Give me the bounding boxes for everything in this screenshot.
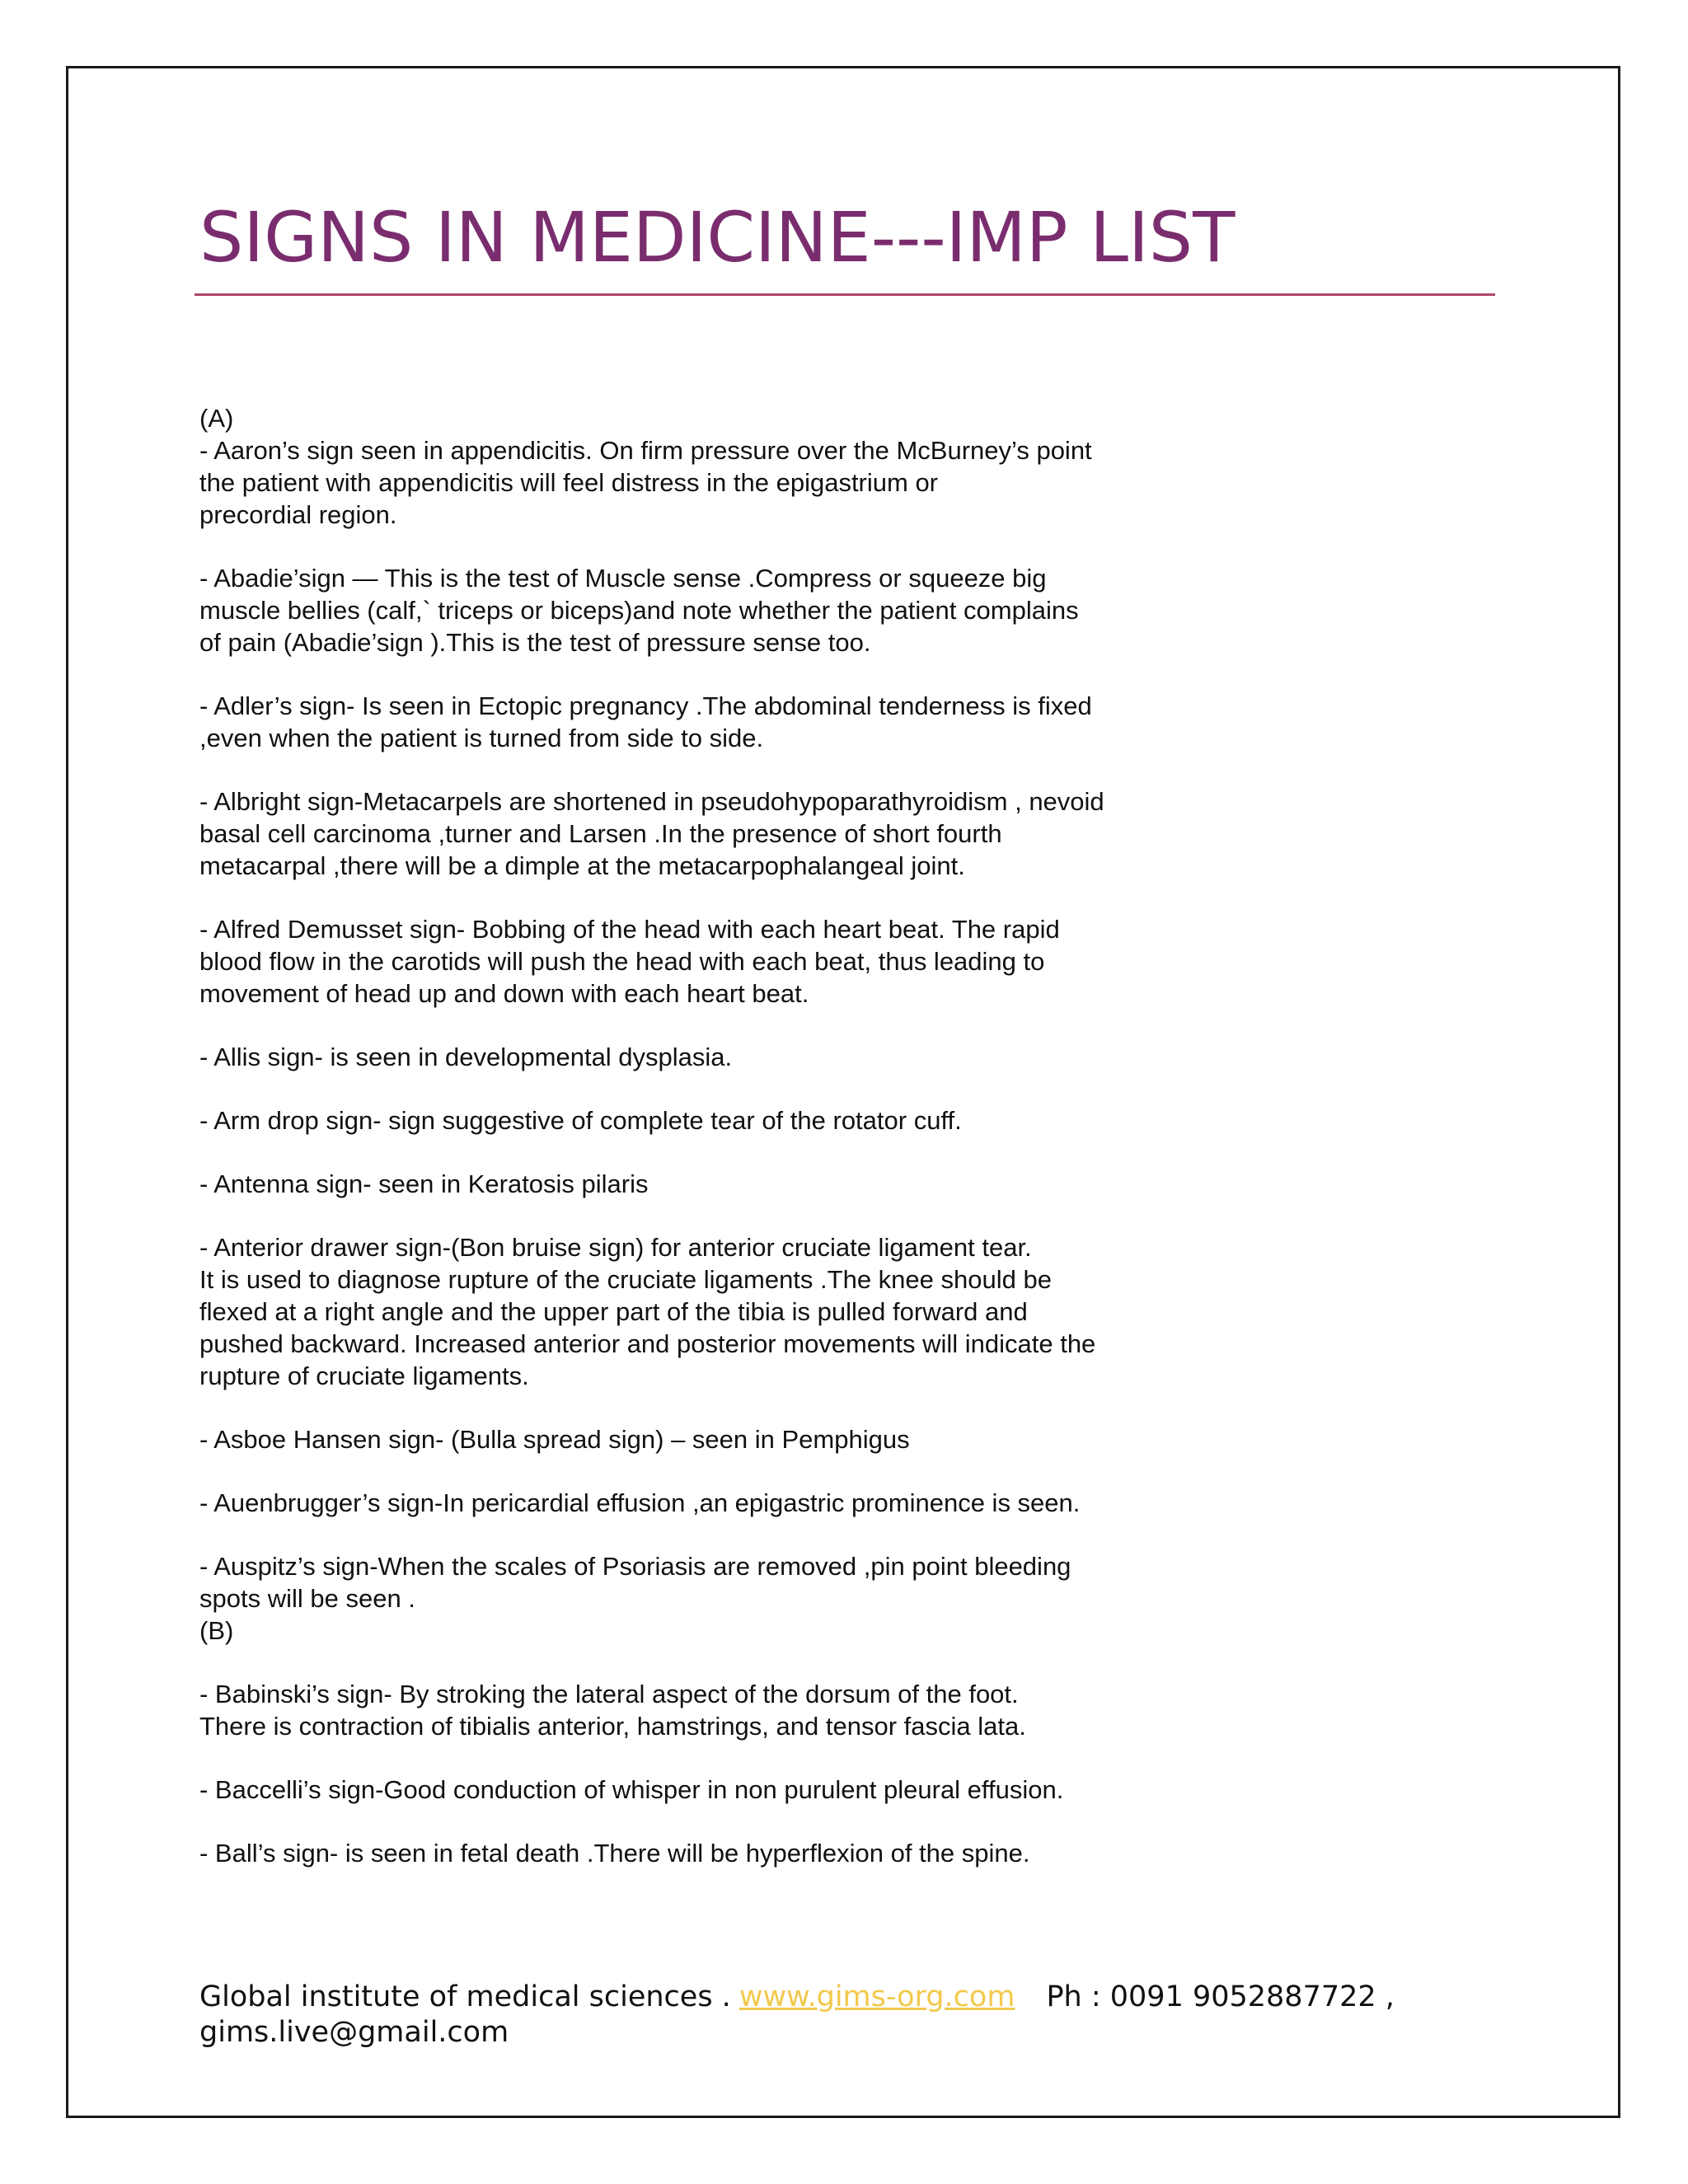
footer-email: gims.live@gmail.com bbox=[199, 2016, 509, 2049]
sign-entry-auspitz: - Auspitz’s sign-When the scales of Psoriasis are removed ,pin point bleeding spots will be seen . bbox=[199, 1552, 1071, 1613]
section-heading-b: (B) bbox=[199, 1616, 234, 1645]
sign-entry-ball: - Ball’s sign- is seen in fetal death .There will be hyperflexion of the spine. bbox=[199, 1839, 1030, 1868]
sign-entry-abadie: - Abadie’sign — This is the test of Muscle sense .Compress or squeeze big muscle bellies (calf,` triceps or biceps)and note whether the patient complains of pain (Abadie’sign ).This is the test of pressure sense too. bbox=[199, 564, 1079, 657]
section-heading-a: (A) bbox=[199, 404, 234, 433]
title-underline bbox=[195, 293, 1495, 296]
document-body bbox=[199, 402, 1213, 1900]
section-spacer bbox=[199, 1647, 1213, 1678]
sign-entry-allis: - Allis sign- is seen in developmental dysplasia. bbox=[199, 1043, 733, 1071]
sign-entry-alfred-demusset: - Alfred Demusset sign- Bobbing of the head with each heart beat. The rapid blood flow in the carotids will push the head with each beat, thus leading to movement of head up and down with each heart beat. bbox=[199, 915, 1060, 1008]
footer-institute: Global institute of medical sciences . bbox=[199, 1980, 731, 2013]
sign-entry-baccelli: - Baccelli’s sign-Good conduction of whisper in non purulent pleural effusion. bbox=[199, 1775, 1064, 1804]
sign-entry-anterior-drawer: - Anterior drawer sign-(Bon bruise sign) for anterior cruciate ligament tear. It is used to diagnose rupture of the cruciate ligaments .The knee should be flexed at a right angle and the upper part of the tibia is pulled forward and pushed backward. Increased anterior and posterior movements will indicate the rupture of cruciate ligaments. bbox=[199, 1233, 1096, 1390]
page-footer bbox=[199, 1980, 1436, 2050]
sign-entry-auenbrugger: - Auenbrugger’s sign-In pericardial effusion ,an epigastric prominence is seen. bbox=[199, 1488, 1081, 1517]
sign-entry-adler: - Adler’s sign- Is seen in Ectopic pregnancy .The abdominal tenderness is fixed ,even when the patient is turned from side to side. bbox=[199, 691, 1092, 752]
sign-entry-aaron: - Aaron’s sign seen in appendicitis. On firm pressure over the McBurney’s point the patient with appendicitis will feel distress in the epigastrium or precordial region. bbox=[199, 436, 1092, 529]
sign-entry-arm-drop: - Arm drop sign- sign suggestive of complete tear of the rotator cuff. bbox=[199, 1106, 962, 1135]
sign-entry-albright: - Albright sign-Metacarpels are shortened in pseudohypoparathyroidism , nevoid basal cell carcinoma ,turner and Larsen .In the presence of short fourth metacarpal ,there will be a dimple at the metacarpophalangeal joint. bbox=[199, 787, 1104, 880]
footer-website-link[interactable]: www.gims-org.com bbox=[738, 1980, 1015, 2013]
sign-entry-antenna: - Antenna sign- seen in Keratosis pilaris bbox=[199, 1169, 649, 1198]
sign-entry-asboe-hansen: - Asboe Hansen sign- (Bulla spread sign) – seen in Pemphigus bbox=[199, 1425, 910, 1454]
sign-entry-babinski: - Babinski’s sign- By stroking the lateral aspect of the dorsum of the foot. There is contraction of tibialis anterior, hamstrings, and tensor fascia lata. bbox=[199, 1680, 1026, 1741]
footer-phone: Ph : 0091 9052887722 , bbox=[1046, 1980, 1395, 2013]
document-title: SIGNS IN MEDICINE---IMP LIST bbox=[199, 197, 1236, 278]
